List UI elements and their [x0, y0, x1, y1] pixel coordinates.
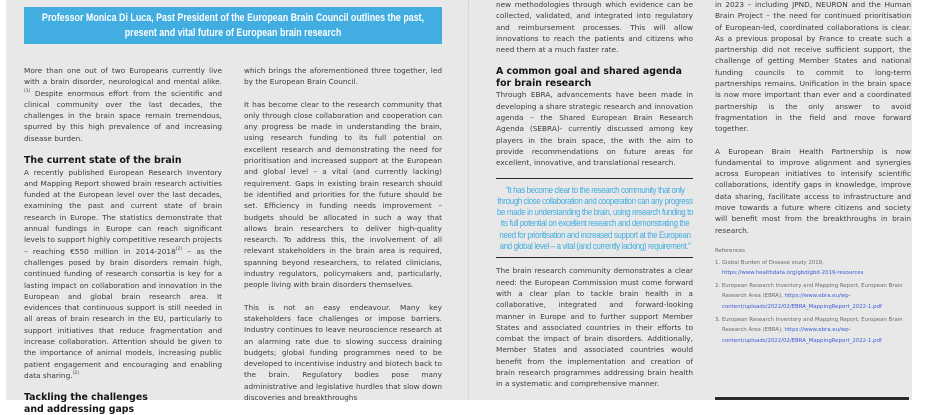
reference-link[interactable]: https://www.healthdata.org/gbd/gbd-2019-resources — [722, 270, 864, 277]
section-heading-current-state: The current state of the brain — [24, 155, 182, 167]
footnote-ref[interactable]: (2) — [72, 370, 79, 376]
page-divider — [468, 0, 469, 400]
paragraph: new methodologies through which evidence can be collected, validated, and integrated into regulatory and reimbursement processes. This will allow innovations to reach the patients and citizens who need them at a much faster rate. — [496, 0, 693, 55]
paragraph: A European Brain Health Partnership is now fundamental to improve alignment and synergies across European initiatives to intensify scientific collaborations, identify gaps in knowledge, improve data sharing, facilitate access to infrastructure and move towards a future where citizens and society will benefit most from the breakthroughs in brain research. — [715, 146, 911, 235]
column-2 — [244, 65, 442, 403]
column-3 — [496, 0, 693, 390]
paragraph: in 2023 – including JPND, NEURON and the Human Brain Project – the need for continued prioritisation of European-led, coordinated collaborations is clear. As a previous proposal by France to create such a partnership did not receive sufficient support, the challenge of getting Member States and national funding councils to commit to long-term partnerships remains. Unification in the brain space is now more important than ever and a coordinated partnership is the only answer to avoid fragmentation in the field and move forward together. — [715, 0, 911, 134]
column-4 — [715, 0, 911, 348]
section-heading-tackling: Tackling the challenges and addressing gaps — [24, 392, 148, 415]
paragraph: Through EBRA, advancements have been made in developing a share strategic research and innovation agenda – the Shared European Brain Research Agenda (SEBRA)- currently discussed among key players in the brain space, the with the aim to provide recommendations on future areas for excellent, innovative, and translational research. — [496, 90, 693, 168]
references-title: References — [715, 247, 745, 254]
paragraph: which brings the aforementioned three together, led by the European Brain Council. — [244, 66, 442, 87]
paragraph: This is not an easy endeavour. Many key stakeholders face challenges or impose barriers. Industry continues to leave neuroscience research at an alarming rate due to slowing success draining budgets; global funding programmes need to be developed to incentivise industry and biotech back to the brain. Regulatory bodies pose many administrative and legislative hurdles that slow down discoveries and breakthroughs — [244, 302, 442, 403]
footnote-ref[interactable]: (2) — [175, 246, 183, 252]
paragraph: It has become clear to the research community that only through close collaboration and cooperation can any progress be made in understanding the brain, using research funding to its full potential on excellent research and demonstrating the need for prioritisation and increased support at the European and global level – a vital (and currently lacking) requirement. Gaps in existing brain research should be identified and priorities for the future should be set. Efficiency in funding needs improvement – budgets should be allocated in such a way that allows brain researchers to deliver high-quality research. To address this, the involvement of all relevant stakeholders in the brain area is required, spanning beyond researchers, to related clinicians, industry regulators, policymakers and, particularly, people living with brain disorders themselves. — [244, 99, 442, 290]
pull-quote-text: “It has become clear to the research community that only through close collaboration and cooperation can any progress be made in understanding the brain, using research funding to its full potential on excellent research and demonstrating the need for prioritisation and increased support at the European and global level – a vital (and currently lacking) requirement.” — [496, 184, 694, 252]
current-state-paragraph: A recently published European Research Inventory and Mapping Report showed brain research activities funded at the European level over the last decades, examining the past and current state of brain research in Europe. The statistics demonstrate that annual fundings in Europe can reach significant levels to support highly competitive research projects – reaching €550 million in 2014-2018$^{(2)}$ – as the challenges posed by brain disorders remain high, continued funding of research consortia is key for a lasting impact on collaboration and innovation in the European and global brain research area. It evidences that continuous support is still needed in all areas of brain research in the EU, particularly to support initiatives that reduce fragmentation and increase collaboration. Attention should be given to the importance of animal models, increasing public patient engagement and encouraging and enabling data sharing.$^{(2)}$ — [24, 167, 222, 380]
banner-line-1: Professor Monica Di Luca, Past President of the European Brain Council outlines the past, — [41, 12, 425, 24]
section-heading-common-goal: A common goal and shared agenda for brain research — [496, 66, 683, 89]
banner-line-2: present and vital future of European brain research — [124, 26, 342, 39]
references — [715, 246, 911, 346]
pull-quote — [496, 178, 693, 259]
paragraph: The brain research community demonstrates a clear need: the European Commission must come forward with a clear plan to tackle brain health in a collaborative, integrated and forward-looking manner in Europe and to further support Member States and associated countries in their efforts to combat the impact of brain disorders. Additionally, Member States and associated countries would benefit from the implementation and creation of brain research programmes addressing brain health in a systematic and comprehensive manner. — [496, 266, 693, 389]
reference-item: 2. European Research Inventory and Mapping Report, European Brain Research Area (EBRA), https://www.ebra.eu/wp-content/uploads/2022/02/EBRA_MappingReport_2022-1.pdf — [715, 282, 903, 310]
reference-link[interactable]: https://www.ebra.eu/wp-content/uploads/2022/02/EBRA_MappingReport_2022-1.pdf — [722, 327, 882, 344]
reference-item: 3. European Research Inventory and Mapping Report, European Brain Research Area (EBRA), https://www.ebra.eu/wp-content/uploads/2022/02/EBRA_MappingReport_2022-1.pdf — [715, 316, 903, 344]
reference-item: 1. Global Burden of Disease study 2019, https://www.healthdata.org/gbd/gbd-2019-resources — [715, 259, 864, 277]
reference-link[interactable]: https://www.ebra.eu/wp-content/uploads/2022/02/EBRA_MappingReport_2022-1.pdf — [722, 293, 882, 310]
banner-title — [24, 11, 442, 40]
title-banner — [24, 7, 442, 44]
footnote-ref[interactable]: (1) — [24, 88, 31, 94]
column-1 — [24, 65, 222, 415]
intro-paragraph: More than one out of two Europeans currently live with a brain disorder, neurological and mental alike.$^{(1)}$ Despite enormous effort from the scientific and clinical community over the last decades, the challenges in the brain space remain tremendous, spurred by this high prevalence of and increasing disease burden. — [24, 66, 222, 143]
